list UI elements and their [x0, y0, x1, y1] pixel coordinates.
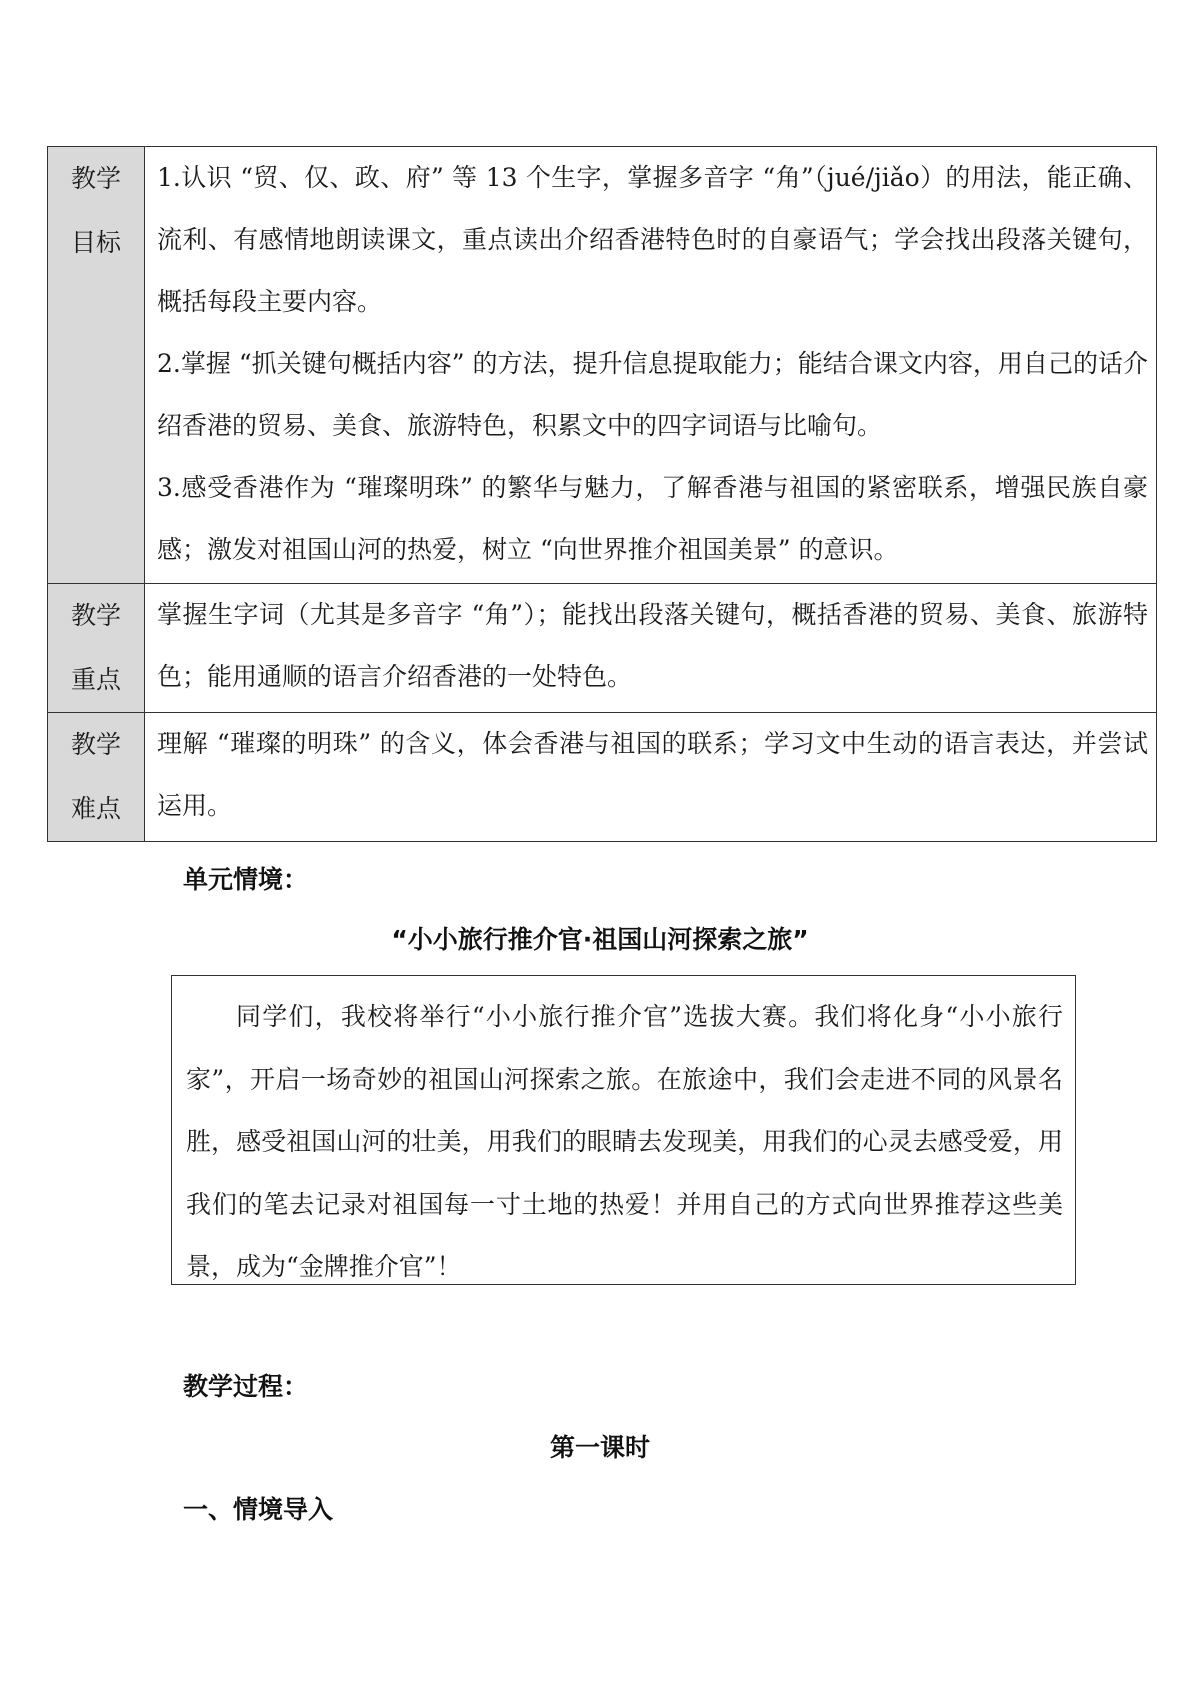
row-label-line: 教学 [70, 601, 121, 630]
difficulties-paragraph: 理解 “璀璨的明珠” 的含义，体会香港与祖国的联系；学习文中生动的语言表达，并尝试运用。 [157, 729, 1148, 820]
row-label-line: 难点 [70, 794, 121, 823]
unit-scenario-heading: 单元情境： [183, 865, 309, 894]
teaching-plan-table [47, 146, 1157, 842]
key-points-paragraph: 掌握生字词（尤其是多音字 “角”）；能找出段落关键句，概括香港的贸易、美食、旅游特色；能用通顺的语言介绍香港的一处特色。 [157, 600, 1148, 691]
unit-scenario-text: 同学们，我校将举行“小小旅行推介官”选拔大赛。我们将化身“小小旅行家”，开启一场奇妙的祖国山河探索之旅。在旅途中，我们会走进不同的风景名胜，感受祖国山河的壮美，用我们的眼睛去发现美，用我们的心灵去感受爱，用我们的笔去记录对祖国每一寸土地的热爱！并用自己的方式向世界推荐这些美景，成为“金牌推介官”！ [186, 1002, 1063, 1281]
row-label-line: 目标 [70, 228, 121, 257]
table-row-key-points [48, 584, 1157, 713]
row-content-key-points [145, 584, 1157, 713]
row-content-goals [145, 147, 1157, 584]
unit-scenario-title: “小小旅行推介官·祖国山河探索之旅” [391, 925, 809, 954]
row-label-line: 教学 [70, 730, 121, 759]
goal-paragraph-1: 1.认识 “贸、仅、政、府” 等 13 个生字，掌握多音字 “角”（jué/jiǎo）的用法，能正确、流利、有感情地朗读课文，重点读出介绍香港特色时的自豪语气；学会找出段落关键句，概括每段主要内容。 [157, 163, 1148, 316]
row-label-key-points [48, 584, 145, 713]
row-label-difficulties [48, 713, 145, 842]
table-row-difficulties [48, 713, 1157, 842]
table-row-goals [48, 147, 1157, 584]
lesson-title: 第一课时 [549, 1433, 650, 1462]
row-content-difficulties [145, 713, 1157, 842]
unit-scenario-box [171, 975, 1076, 1285]
row-label-line: 重点 [70, 665, 121, 694]
goal-paragraph-3: 3.感受香港作为 “璀璨明珠” 的繁华与魅力，了解香港与祖国的紧密联系，增强民族自豪感；激发对祖国山河的热爱，树立 “向世界推介祖国美景” 的意识。 [157, 473, 1148, 564]
goal-paragraph-2: 2.掌握 “抓关键句概括内容” 的方法，提升信息提取能力；能结合课文内容，用自己的话介绍香港的贸易、美食、旅游特色，积累文中的四字词语与比喻句。 [157, 349, 1148, 440]
row-label-line: 教学 [70, 164, 121, 193]
section-title: 一、情境导入 [183, 1495, 334, 1524]
teaching-process-heading: 教学过程： [183, 1372, 309, 1401]
row-label-goals [48, 147, 145, 584]
